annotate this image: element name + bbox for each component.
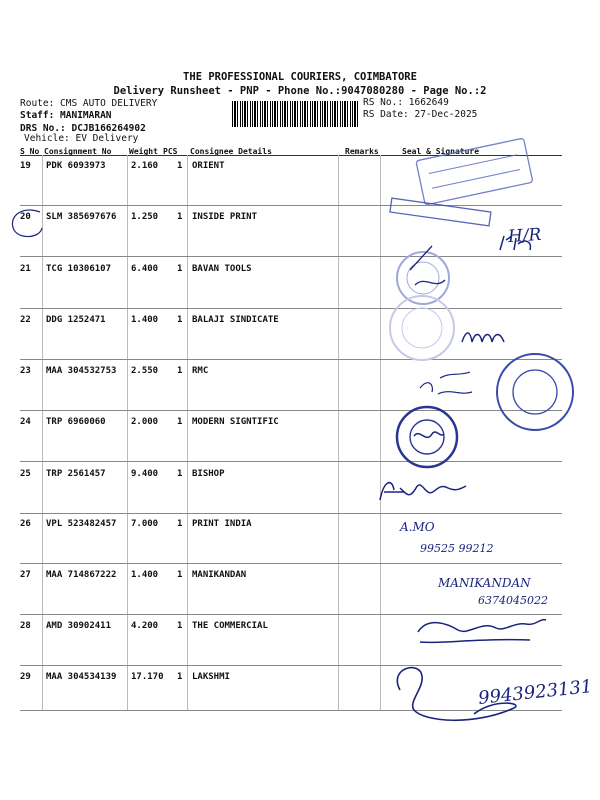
row-sno: 19 — [20, 161, 31, 171]
row-weight: 17.170 — [131, 672, 164, 682]
row-pcs: 1 — [177, 366, 183, 376]
round-stamp-row-22 — [390, 296, 454, 360]
runsheet-subtitle: Delivery Runsheet - PNP - Phone No.:9047080280 - Page No.:2 — [113, 85, 487, 97]
row-consignment: MAA 714867222 — [46, 570, 117, 580]
drs-number: DRS No.: DCJB166264902 — [20, 123, 146, 134]
row-weight: 4.200 — [131, 621, 159, 631]
rs-number: RS No.: 1662649 — [363, 97, 449, 108]
row-pcs: 1 — [177, 212, 183, 222]
row-consignee: MANIKANDAN — [192, 570, 247, 580]
row-sno: 22 — [20, 315, 31, 325]
vehicle-label: Vehicle: EV Delivery — [24, 133, 139, 144]
row-pcs: 1 — [177, 417, 183, 427]
rs-date: RS Date: 27-Dec-2025 — [363, 109, 478, 120]
company-name: THE PROFESSIONAL COURIERS, COIMBATORE — [183, 71, 417, 83]
row-pcs: 1 — [177, 264, 183, 274]
row-sno: 24 — [20, 417, 31, 427]
row-consignment: VPL 523482457 — [46, 519, 117, 529]
row-sno: 21 — [20, 264, 31, 274]
row-consignment: TCG 10306107 — [46, 264, 112, 274]
row-consignment: AMD 30902411 — [46, 621, 112, 631]
row-consignment: MAA 304532753 — [46, 366, 117, 376]
row-weight: 6.400 — [131, 264, 159, 274]
row-consignment: DDG 1252471 — [46, 315, 106, 325]
col-seal: Seal & Signature — [402, 147, 480, 156]
handwritten-phone-row-26: 99525 99212 — [420, 542, 494, 555]
row-consignment: MAA 304534139 — [46, 672, 117, 682]
row-consignee: MODERN SIGNTIFIC — [192, 417, 279, 427]
row-consignee: PRINT INDIA — [192, 519, 252, 529]
row-sno: 25 — [20, 469, 31, 479]
row-pcs: 1 — [177, 469, 183, 479]
row-weight: 1.400 — [131, 570, 159, 580]
col-remarks: Remarks — [345, 147, 379, 156]
row-consignee: ORIENT — [192, 161, 225, 171]
row-pcs: 1 — [177, 161, 183, 171]
row-weight: 9.400 — [131, 469, 159, 479]
row-sno: 20 — [20, 212, 31, 222]
row-pcs: 1 — [177, 519, 183, 529]
row-sno: 23 — [20, 366, 31, 376]
circle-mark-row-20 — [12, 210, 42, 237]
row-sno: 29 — [20, 672, 31, 682]
row-weight: 2.000 — [131, 417, 159, 427]
handwritten-phone-row-27: 6374045022 — [478, 594, 548, 607]
signature-row-25 — [380, 483, 466, 500]
row-consignment: TRP 2561457 — [46, 469, 106, 479]
row-weight: 2.160 — [131, 161, 159, 171]
row-weight: 1.250 — [131, 212, 159, 222]
row-consignee: RMC — [192, 366, 209, 376]
row-consignment: PDK 6093973 — [46, 161, 106, 171]
row-consignee: BISHOP — [192, 469, 225, 479]
handwritten-name-row-27: MANIKANDAN — [438, 576, 531, 590]
row-consignee: THE COMMERCIAL — [192, 621, 268, 631]
col-consignment: Consignment No — [44, 147, 112, 156]
row-consignee: LAKSHMI — [192, 672, 230, 682]
row-sno: 27 — [20, 570, 31, 580]
row-pcs: 1 — [177, 621, 183, 631]
row-weight: 1.400 — [131, 315, 159, 325]
signature-row-23 — [420, 372, 472, 394]
col-sno: S No — [20, 147, 40, 156]
row-pcs: 1 — [177, 672, 183, 682]
row-sno: 26 — [20, 519, 31, 529]
row-weight: 7.000 — [131, 519, 159, 529]
row-consignee: INSIDE PRINT — [192, 212, 258, 222]
round-stamp-row-23 — [497, 354, 573, 430]
route-label: Route: CMS AUTO DELIVERY — [20, 98, 158, 109]
row-weight: 2.550 — [131, 366, 159, 376]
row-pcs: 1 — [177, 315, 183, 325]
row-consignee: BALAJI SINDICATE — [192, 315, 279, 325]
stamp-row-19 — [416, 138, 533, 205]
signature-row-22 — [462, 333, 504, 342]
col-consignee: Consignee Details — [190, 147, 272, 156]
row-pcs: 1 — [177, 570, 183, 580]
row-sno: 28 — [20, 621, 31, 631]
handwritten-amo: A.MO — [400, 520, 435, 534]
row-consignment: SLM 385697676 — [46, 212, 117, 222]
staff-label: Staff: MANIMARAN — [20, 110, 112, 121]
handwritten-mark-row-20: H/R — [507, 224, 543, 248]
col-pcs: PCS — [163, 147, 178, 156]
signature-row-21 — [410, 246, 445, 285]
row-consignment: TRP 6960060 — [46, 417, 106, 427]
col-weight: Weight — [129, 147, 158, 156]
row-consignee: BAVAN TOOLS — [192, 264, 252, 274]
handwritten-phone-row-29: 9943923131 — [477, 676, 594, 709]
signature-row-28 — [418, 620, 546, 643]
